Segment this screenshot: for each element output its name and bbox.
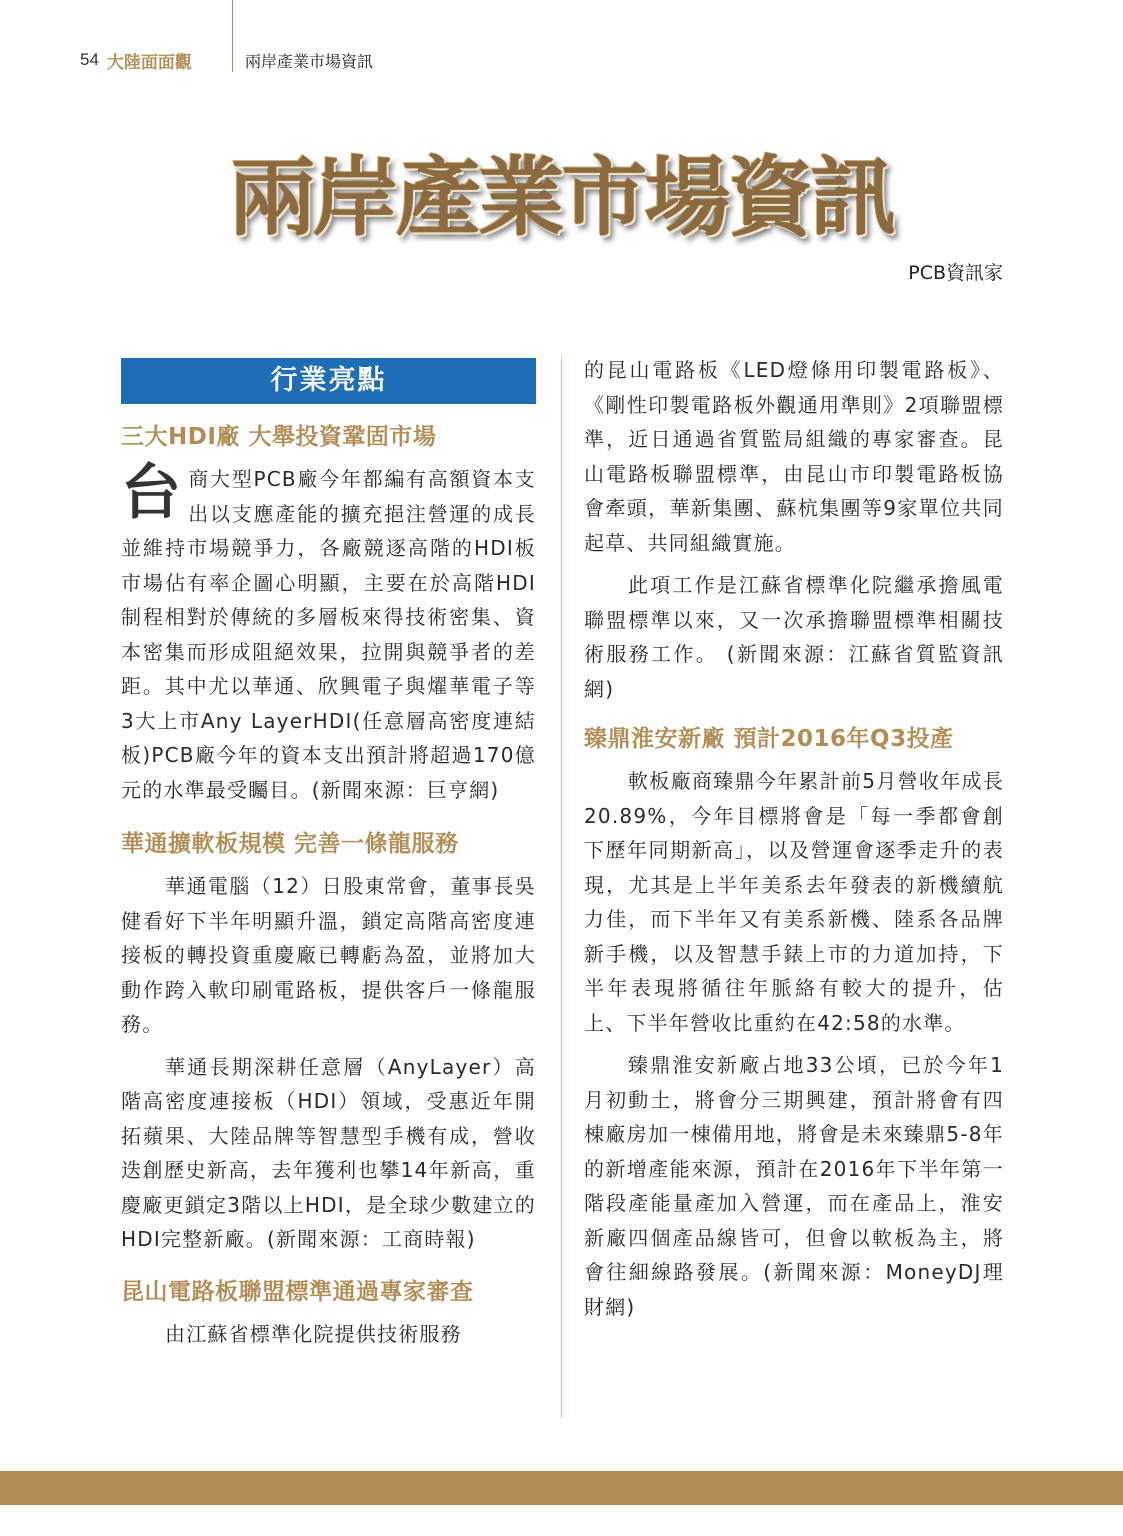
author: PCB資訊家 <box>908 262 1003 284</box>
article-paragraph: 由江蘇省標準化院提供技術服務 <box>165 1321 462 1346</box>
paragraph-text: 商大型PCB廠今年都編有高額資本支出以支應產能的擴充挹注營運的成長並維持市場競爭力，各廠競逐高階的HDI板市場佔有率企圖心明顯，主要在於高階HDI制程相對於傳統的多層板來得技術密集、資本密集而形成阻絕效果，拉開與競爭者的差距。其中尤以華通、欣興電子與燿華電子等3大上市Any LayerHDI(任意層高密度連結板)PCB廠今年的資本支出預計將超過170億元的水準最受矚目。(新聞來源：巨亨網) <box>121 467 536 802</box>
article-paragraph: 臻鼎淮安新廠占地33公頃，已於今年1月初動土，將會分三期興建，預計將會有四棟廠房加一棟備用地，將會是未來臻鼎5-8年的新增產能來源，預計在2016年下半年第一階段產能量產加入營運，而在產品上，淮安新廠四個產品線皆可，但會以軟板為主，將會往細線路發展。(新聞來源：MoneyDJ理財網) <box>584 1053 1004 1319</box>
section-banner: 行業亮點 <box>121 358 536 404</box>
right-column <box>584 353 1004 1332</box>
drop-cap: 台 <box>121 458 183 528</box>
article-paragraph: 軟板廠商臻鼎今年累計前5月營收年成長20.89%，今年目標將會是「每一季都會創下歷年同期新高」，以及營運會逐季走升的表現，尤其是上半年美系去年發表的新機續航力佳，而下半年又有美系新機、陸系各品牌新手機，以及智慧手錶上市的力道加持，下半年表現將循往年脈絡有較大的提升，估上、下半年營收比重約在42:58的水準。 <box>584 769 1004 1035</box>
page-title: 兩岸產業市場資訊 <box>229 147 894 248</box>
article-paragraph: 華通電腦（12）日股東常會，董事長吳健看好下半年明顯升溫，鎖定高階高密度連接板的轉投資重慶廠已轉虧為盈，並將加大動作跨入軟印刷電路板，提供客戶一條龍服務。 <box>121 874 536 1036</box>
header-divider <box>232 0 233 72</box>
article-paragraph: 的昆山電路板《LED燈條用印製電路板》、《剛性印製電路板外觀通用準則》2項聯盟標準，近日通過省質監局組織的專家審查。昆山電路板聯盟標準，由昆山市印製電路板協會牽頭，華新集團、蘇杭集團等9家單位共同起草、共同組織實施。 <box>584 358 1004 555</box>
left-column <box>121 358 536 1359</box>
article-heading: 昆山電路板聯盟標準通過專家審查 <box>121 1278 474 1305</box>
section-name: 大陸面面觀 <box>106 52 192 73</box>
article-paragraph <box>121 458 536 807</box>
article-heading: 華通擴軟板規模 完善一條龍服務 <box>121 831 459 857</box>
header-title: 兩岸產業市場資訊 <box>245 52 374 71</box>
column-divider <box>561 356 562 1418</box>
article-heading: 臻鼎淮安新廠 預計2016年Q3投產 <box>584 726 954 752</box>
article-heading: 三大HDI廠 大舉投資鞏固市場 <box>121 424 437 450</box>
footer-bar <box>0 1471 1123 1505</box>
article-paragraph: 此項工作是江蘇省標準化院繼承擔風電聯盟標準以來，又一次承擔聯盟標準相關技術服務工作。 (新聞來源：江蘇省質監資訊網) <box>584 573 1004 701</box>
article-paragraph: 華通長期深耕任意層（AnyLayer）高階高密度連接板（HDI）領域，受惠近年開拓蘋果、大陸品牌等智慧型手機有成，營收迭創歷史新高，去年獲利也攀14年新高，重慶廠更鎖定3階以上HDI，是全球少數建立的HDI完整新廠。(新聞來源：工商時報) <box>121 1054 536 1251</box>
page-number: 54 <box>80 50 99 69</box>
running-header <box>80 48 192 72</box>
